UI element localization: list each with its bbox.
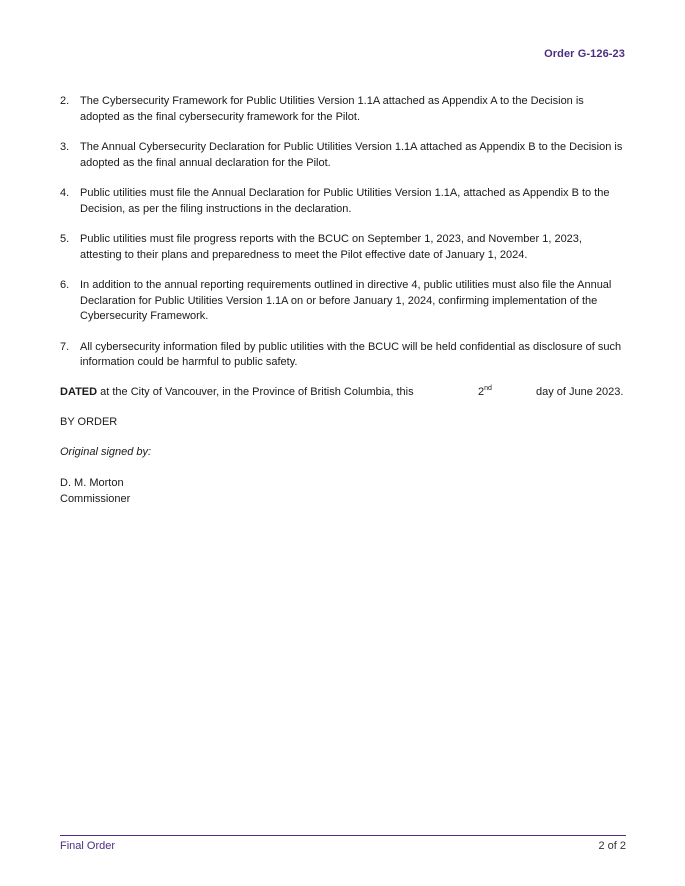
- directive-item: [60, 140, 626, 171]
- signatory-name: D. M. Morton: [60, 477, 124, 489]
- directive-text: All cybersecurity information filed by public utilities with the BCUC will be held confidential as disclosure of such information could be harmful to public safety.: [80, 340, 622, 368]
- directive-number: 3.: [60, 141, 70, 153]
- signatory-block: [60, 476, 130, 507]
- dated-day-number: 2: [478, 386, 485, 398]
- dated-month-year: day of June 2023.: [536, 386, 624, 398]
- page-number: 2 of 2: [598, 840, 626, 852]
- directive-text: The Cybersecurity Framework for Public Utilities Version 1.1A attached as Appendix A to the Decision is adopted as the final cybersecurity framework for the Pilot.: [80, 95, 584, 123]
- dated-text: at the City of Vancouver, in the Province of British Columbia, this: [97, 386, 414, 398]
- dated-statement: [60, 385, 626, 400]
- directive-text: In addition to the annual reporting requirements outlined in directive 4, public utilities must also file the Annual Declaration for Public Utilities Version 1.1A on or before January 1, 2024, confirming implementation of the Cybersecurity Framework.: [80, 279, 612, 322]
- dated-day-suffix: nd: [484, 385, 492, 392]
- directive-list: [60, 94, 626, 386]
- original-signed-note: Original signed by:: [60, 446, 152, 458]
- by-order: BY ORDER: [60, 416, 118, 428]
- directive-number: 2.: [60, 95, 70, 107]
- directive-number: 5.: [60, 233, 70, 245]
- directive-item: [60, 232, 626, 263]
- directive-item: [60, 186, 626, 217]
- directive-number: 6.: [60, 279, 70, 291]
- directive-item: [60, 278, 626, 325]
- directive-item: [60, 94, 626, 125]
- footer-label: Final Order: [60, 840, 116, 852]
- order-number: Order G-126-23: [544, 48, 625, 60]
- directive-text: The Annual Cybersecurity Declaration for Public Utilities Version 1.1A attached as Appendix B to the Decision is adopted as the final annual declaration for the Pilot.: [80, 141, 623, 169]
- directive-text: Public utilities must file progress reports with the BCUC on September 1, 2023, and November 1, 2023, attesting to their plans and preparedness to meet the Pilot effective date of January 1, 2024.: [80, 233, 582, 261]
- directive-text: Public utilities must file the Annual Declaration for Public Utilities Version 1.1A, attached as Appendix B to the Decision, as per the filing instructions in the declaration.: [80, 187, 610, 215]
- footer-divider: [60, 835, 626, 836]
- dated-day: [478, 385, 492, 400]
- dated-label: DATED: [60, 386, 98, 398]
- directive-number: 7.: [60, 340, 70, 353]
- signatory-title: Commissioner: [60, 492, 131, 505]
- directive-number: 4.: [60, 187, 70, 199]
- directive-item: [60, 340, 626, 371]
